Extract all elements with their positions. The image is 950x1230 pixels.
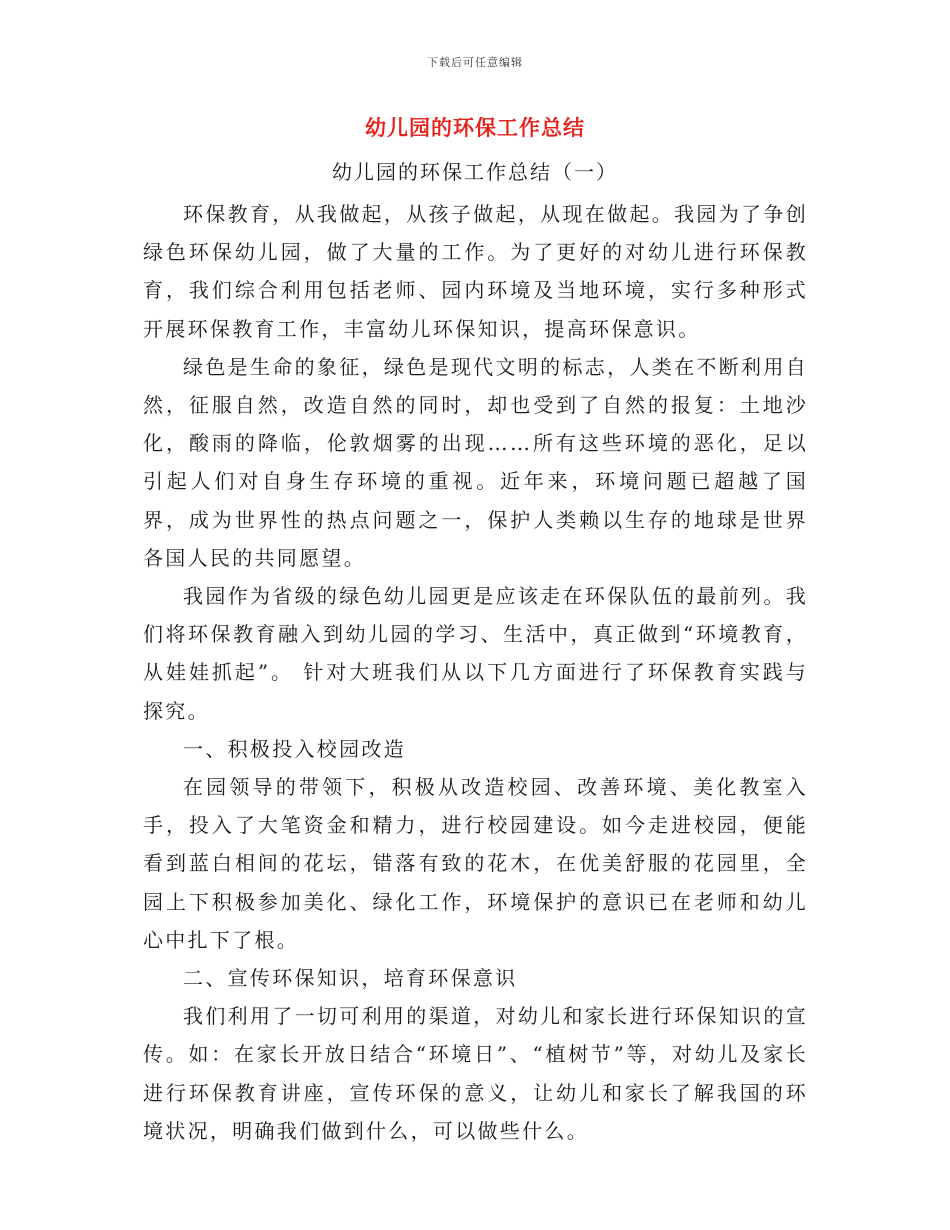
paragraph-intro: 环保教育，从我做起，从孩子做起，从现在做起。我园为了争创绿色环保幼儿园，做了大量的工作。为了更好的对幼儿进行环保教育，我们综合利用包括老师、园内环境及当地环境，实行多种形式开展环保教育工作，丰富幼儿环保知识，提高环保意识。 (143, 202, 808, 341)
header-note: 下载后可任意编辑 (427, 56, 523, 69)
section-heading-1: 一、积极投入校园改造 (183, 736, 406, 761)
document-title: 幼儿园的环保工作总结 (365, 116, 585, 140)
document-subtitle: 幼儿园的环保工作总结（一） (332, 160, 618, 184)
paragraph-green-symbol: 绿色是生命的象征，绿色是现代文明的标志，人类在不断利用自然，征服自然，改造自然的同时，却也受到了自然的报复：土地沙化，酸雨的降临，伦敦烟雾的出现……所有这些环境的恶化，足以引起人们对自身生存环境的重视。近年来，环境问题已超越了国界，成为世界性的热点问题之一，保护人类赖以生存的地球是世界各国人民的共同愿望。 (143, 354, 808, 570)
document-body (143, 195, 808, 1150)
paragraph-promotion: 我们利用了一切可利用的渠道，对幼儿和家长进行环保知识的宣传。如：在家长开放日结合“环境日”、“植树节”等，对幼儿及家长进行环保教育讲座，宣传环保的意义，让幼儿和家长了解我国的环境状况，明确我们做到什么，可以做些什么。 (143, 1004, 808, 1143)
section-heading-2: 二、宣传环保知识，培育环保意识 (183, 966, 518, 991)
paragraph-campus-renovation: 在园领导的带领下，积极从改造校园、改善环境、美化教室入手，投入了大笔资金和精力，进行校园建设。如今走进校园，便能看到蓝白相间的花坛，错落有致的花木，在优美舒服的花园里，全园上下积极参加美化、绿化工作，环境保护的意识已在老师和幼儿心中扎下了根。 (143, 775, 808, 952)
paragraph-our-kindergarten: 我园作为省级的绿色幼儿园更是应该走在环保队伍的最前列。我们将环保教育融入到幼儿园的学习、生活中，真正做到“环境教育，从娃娃抓起”。 针对大班我们从以下几方面进行了环保教育实践与探究。 (143, 584, 808, 723)
